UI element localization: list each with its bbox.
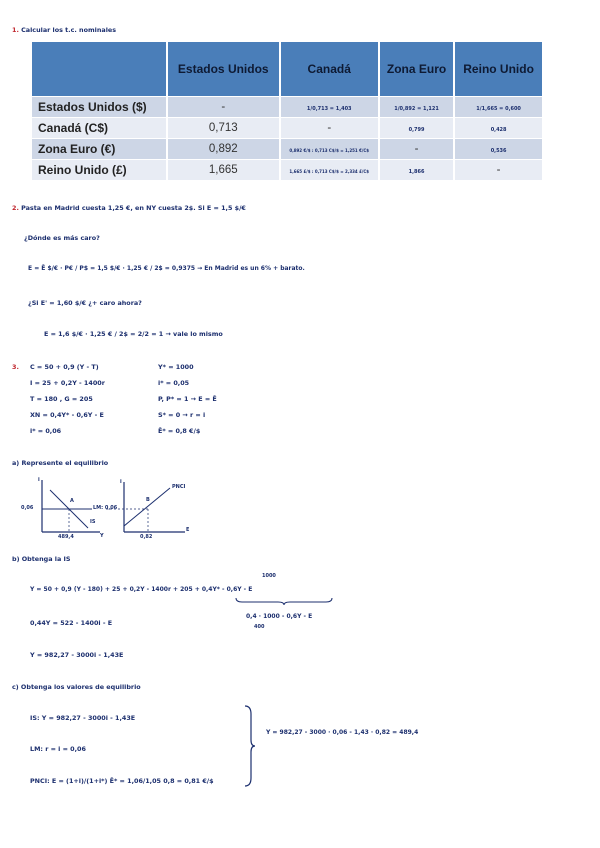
- is-equation-2: 0,44Y = 522 - 1400i - E: [30, 619, 113, 627]
- graph-label-pnci: PNCI: [172, 484, 186, 490]
- handwritten-value: 1/0,713 = 1,403: [306, 106, 352, 112]
- graph-label-lm: LM: 0,06: [93, 505, 118, 511]
- table-header-row: [32, 42, 543, 97]
- equation-line: XN = 0,4Y* - 0,6Y - E: [30, 411, 104, 419]
- equation-line: P, P* = 1 → E = Ē: [158, 395, 217, 403]
- equation-line: T = 180 , G = 205: [30, 395, 93, 403]
- table-cell: [454, 139, 543, 160]
- table-row: [32, 139, 543, 160]
- ex2-statement: Pasta en Madrid cuesta 1,25 €, en NY cuesta 2$. Si E = 1,5 $/€: [21, 204, 246, 212]
- table-row: [32, 160, 543, 181]
- equation-line: i* = 0,06: [30, 427, 62, 435]
- row-label: Reino Unido (£): [32, 160, 167, 181]
- pnci-curve: [124, 488, 170, 526]
- handwritten-value: 1/0,892 = 1,121: [394, 106, 439, 112]
- handwritten-value: 0,799: [408, 127, 425, 133]
- ex2-equation-1: E = Ē $/€ · P€ / P$ = 1,5 $/€ · 1,25 € / 2$ = 0,9375 → En Madrid es un 6% + barato.: [28, 265, 305, 272]
- equation-line: S* = 0 → r = i: [158, 411, 206, 419]
- graph-label-rate: 0,06: [21, 505, 34, 511]
- ex2-question-1: ¿Dónde es más caro?: [24, 234, 100, 242]
- table-cell: [379, 160, 454, 181]
- is-subexpression-400: 400: [254, 624, 265, 630]
- part-a-label: a) Represente el equilibrio: [12, 459, 109, 467]
- table-cell: -: [280, 118, 379, 139]
- part-c-label: c) Obtenga los valores de equilibrio: [12, 683, 141, 691]
- table-row: [32, 118, 543, 139]
- ex2-equation-2: E = 1,6 $/€ · 1,25 € / 2$ = 2/2 = 1 → vale lo mismo: [44, 330, 223, 338]
- graph-label-b: B: [146, 497, 150, 503]
- part-b-label: b) Obtenga la IS: [12, 555, 71, 563]
- graph-label-exchange: 0,82: [140, 534, 153, 540]
- graph-label-y: Y: [100, 533, 104, 539]
- graph-label-a: A: [70, 498, 74, 504]
- is-equation-1: Y = 50 + 0,9 (Y - 180) + 25 + 0,2Y - 1400r + 205 + 0,4Y* - 0,6Y - E: [30, 586, 253, 593]
- table-cell: -: [454, 160, 543, 181]
- table-cell: [454, 97, 543, 118]
- table-cell: [379, 118, 454, 139]
- table-cell: -: [379, 139, 454, 160]
- table-cell: -: [167, 97, 280, 118]
- table-cell: 1,665: [167, 160, 280, 181]
- table-header-cell: Zona Euro: [379, 42, 454, 97]
- table-row: [32, 97, 543, 118]
- handwritten-value: 0,428: [490, 127, 507, 133]
- exchange-rate-table: [32, 42, 544, 180]
- equilibrium-output-result: Y = 982,27 - 3000 · 0,06 - 1,43 · 0,82 = 489,4: [266, 729, 419, 736]
- ex1-heading: [12, 27, 116, 33]
- ex2-number: 2.: [12, 204, 19, 212]
- graph-label-is: IS: [90, 519, 96, 525]
- row-label: Zona Euro (€): [32, 139, 167, 160]
- ex2-question-2: ¿Si E' = 1,60 $/€ ¿+ caro ahora?: [28, 299, 142, 307]
- ex1-title: Calcular los t.c. nominales: [21, 26, 117, 34]
- row-label: Canadá (C$): [32, 118, 167, 139]
- table-cell: [280, 139, 379, 160]
- table-cell: [280, 97, 379, 118]
- graph-label-i-right: i: [120, 479, 122, 485]
- ex3-number: [12, 364, 19, 370]
- is-equation-3: Y = 982,27 - 3000i - 1,43E: [30, 651, 124, 659]
- table-cell: [379, 97, 454, 118]
- graph-label-output: 489,4: [58, 534, 74, 540]
- table-header-cell: Canadá: [280, 42, 379, 97]
- underbrace: [234, 596, 334, 606]
- system-pnci: PNCI: E = (1+i)/(1+i*) Ē* = 1,06/1,05 0,8 = 0,81 €/$: [30, 777, 214, 785]
- graph-label-e: E: [186, 527, 190, 533]
- handwritten-value: 0,536: [490, 148, 507, 154]
- table-cell: 0,713: [167, 118, 280, 139]
- system-is: IS: Y = 982,27 - 3000i - 1,43E: [30, 714, 136, 722]
- table-cell: [280, 160, 379, 181]
- table-cell: [454, 118, 543, 139]
- equation-line: i* = 0,05: [158, 379, 190, 387]
- system-lm: LM: r = i = 0,06: [30, 745, 86, 753]
- handwritten-value: 0,892 €/$ : 0,713 C$/$ = 1,251 €/C$: [289, 148, 370, 153]
- row-label: Estados Unidos ($): [32, 97, 167, 118]
- equation-line: I = 25 + 0,2Y - 1400r: [30, 379, 105, 387]
- table-header-cell: Estados Unidos: [167, 42, 280, 97]
- equation-line: C = 50 + 0,9 (Y - T): [30, 363, 99, 371]
- ex3-number-label: 3.: [12, 363, 19, 371]
- is-subexpression: 0,4 · 1000 - 0,6Y - E: [246, 613, 313, 620]
- handwritten-value: 1,665 £/$ : 0,713 C$/$ = 2,334 £/C$: [289, 169, 370, 174]
- table-cell: 0,892: [167, 139, 280, 160]
- handwritten-value: 1/1,665 = 0,600: [476, 106, 521, 112]
- ex2-heading: [12, 205, 246, 211]
- ex1-number: 1.: [12, 26, 19, 34]
- table-header-cell: [32, 42, 167, 97]
- handwritten-value: 1,866: [408, 169, 425, 175]
- equation-line: Y* = 1000: [158, 363, 194, 371]
- right-brace: [242, 704, 256, 788]
- is-annotation-1000: 1000: [262, 573, 276, 579]
- table-header-cell: Reino Unido: [454, 42, 543, 97]
- graph-label-i: i: [38, 477, 40, 483]
- equation-line: Ē* = 0,8 €/$: [158, 427, 201, 435]
